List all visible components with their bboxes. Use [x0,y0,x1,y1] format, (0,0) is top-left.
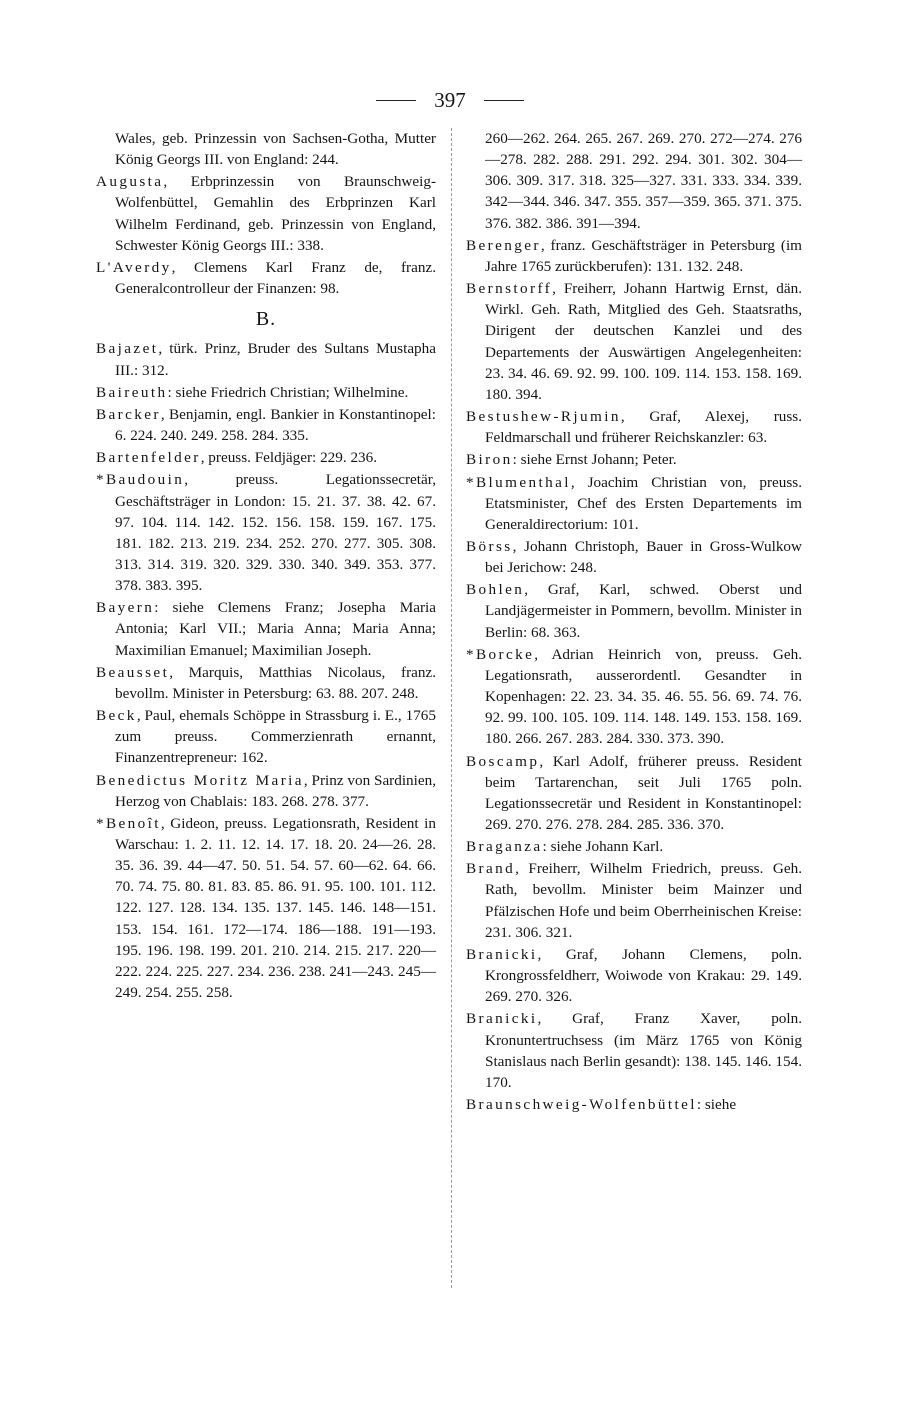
entry-text: , Graf, Franz Xaver, poln. Kronuntertruchsess (im März 1765 von König Stanislaus nach Berlin gesandt): 138. 145. 146. 154. 170. [485,1010,802,1091]
entry-headword: Branicki [466,1010,538,1028]
entry-headword: Brand [466,860,516,878]
entry-headword: *Baudouin [96,471,185,489]
entry-headword: L'Averdy [96,258,172,276]
entry-text: , Johann Christoph, Bauer in Gross-Wulkow bei Jerichow: 248. [485,537,802,577]
entry-text: , franz. Geschäftsträger in Petersburg (im Jahre 1765 zurückberufen): 131. 132. 248. [485,236,802,275]
index-entry [466,836,802,857]
entry-headword: Boscamp [466,752,540,770]
entry-headword: Börss [466,537,513,555]
index-entry [96,705,436,768]
entry-headword: *Blumenthal [466,473,571,491]
entry-text: , Joachim Christian von, preuss. Etatsminister, Chef des Ersten Departements im Generaldirectorium: 101. [485,473,802,533]
page-number: 397 [434,88,466,112]
entry-text: , Freiherr, Wilhelm Friedrich, preuss. Geh. Rath, bevollm. Minister beim Mainzer und Pfälzischen Hofe und beim Oberrheinischen Kreise: 231. 306. 321. [485,860,802,941]
entry-headword: Bestushew-Rjumin [466,408,621,426]
index-entry [466,235,802,277]
entry-headword: Bajazet [96,340,159,358]
index-entry [96,257,436,299]
index-entries-a [96,128,436,299]
entry-text: : siehe [696,1096,737,1114]
index-entry [466,406,802,448]
entry-headword: Bohlen [466,581,525,599]
index-entry [466,472,802,535]
entry-text: , preuss. Feldjäger: 229. 236. [200,449,378,467]
index-entry [466,278,802,405]
entry-headword: Bayern [96,599,155,617]
index-entry [466,751,802,836]
entry-headword: Barcker [96,405,161,423]
entry-text: , Clemens Karl Franz de, franz. Generalcontrolleur der Finanzen: 98. [115,258,436,298]
entry-text: , Marquis, Matthias Nicolaus, franz. bevollm. Minister in Petersburg: 63. 88. 207. 248. [115,663,436,702]
entry-text: , Graf, Alexej, russ. Feldmarschall und früherer Reichskanzler: 63. [485,408,802,447]
entry-headword: Bartenfelder [96,449,201,467]
index-entry [466,1094,802,1115]
entry-headword: Baireuth [96,383,168,401]
index-entry [96,469,436,596]
index-entry [96,447,436,468]
index-entry [466,858,802,943]
entry-text: : siehe Friedrich Christian; Wilhelmine. [167,383,409,401]
entry-text: , Graf, Karl, schwed. Oberst und Landjägermeister in Pommern, bevollm. Minister in Berlin: 68. 363. [485,581,802,641]
index-entry [96,338,436,380]
entry-headword: Biron [466,451,513,469]
header-rule-left [376,100,416,101]
index-entry [466,449,802,470]
entry-text: , Paul, ehemals Schöppe in Strassburg i. E., 1765 zum preuss. Commerzienrath ernannt, Finanzentrepreneur: 162. [115,707,436,767]
entry-text: 260—262. 264. 265. 267. 269. 270. 272—274. 276—278. 282. 288. 291. 292. 294. 301. 302. 304—306. 309. 317. 318. 325—327. 331. 333. 334. 339. 342—344. 346. 347. 355. 357—359. 365. 371. 375. 376. 382. 386. 391—394. [485,130,802,232]
entry-text: , Erbprinzessin von Braunschweig-Wolfenbüttel, Gemahlin des Erbprinzen Karl Wilhelm Ferdinand, geb. Prinzessin von England, Schwester König Georgs III.: 338. [115,173,436,254]
index-entry [96,662,436,704]
entry-text: , türk. Prinz, Bruder des Sultans Mustapha III.: 312. [115,340,436,379]
index-entry [96,128,436,170]
page-header [0,88,900,113]
section-letter: B. [255,308,277,331]
index-entry [466,536,802,578]
entry-text: : siehe Clemens Franz; Josepha Maria Antonia; Karl VII.; Maria Anna; Maria Anna; Maximilian Emanuel; Maximilian Joseph. [115,599,436,659]
index-entry [466,579,802,642]
index-entry [96,770,436,812]
entry-text: , Karl Adolf, früherer preuss. Resident beim Tartarenchan, seit Juli 1765 poln. Legationssecretär und Resident in Konstantinopel: 269. 270. 276. 278. 284. 285. 336. 370. [485,752,802,833]
entry-headword: Bernstorff [466,280,553,298]
index-entry [466,128,802,234]
index-entry [96,404,436,446]
entry-headword: Benedictus Moritz Maria [96,771,304,789]
entry-headword: Branicki [466,945,538,963]
entry-text: , Freiherr, Johann Hartwig Ernst, dän. Wirkl. Geh. Rath, Mitglied des Geh. Staatsraths, Dirigent der deutschen Kanzlei und des Departements der Auswärtigen Angelegenheiten: 23. 34. 46. 69. 92. 99. 100. 109. 114. 153. 158. 169. 180. 394. [485,280,802,403]
entry-text: , Graf, Johann Clemens, poln. Krongrossfeldherr, Woiwode von Krakau: 29. 149. 269. 270. 326. [485,945,802,1006]
entry-headword: Augusta [96,173,164,191]
entry-text: : siehe Johann Karl. [542,838,664,856]
index-entry [466,1008,802,1093]
index-entries-right [466,128,802,1115]
entry-headword: Braunschweig-Wolfenbüttel [466,1096,697,1114]
header-rule-right [484,100,524,101]
entry-text: , Benjamin, engl. Bankier in Konstantinopel: 6. 224. 240. 249. 258. 284. 335. [115,405,436,445]
entry-text: , Adrian Heinrich von, preuss. Geh. Legationsrath, ausserordentl. Gesandter in Kopenhagen: 22. 23. 34. 35. 46. 55. 56. 69. 74. 76. 92. 99. 100. 105. 109. 114. 148. 149. 153. 158. 169. 180. 266. 267. 283. 284. 330. 373. 390. [485,645,802,748]
entry-text: , Prinz von Sardinien, Herzog von Chablais: 183. 268. 278. 377. [115,771,436,810]
entry-headword: Beausset [96,663,170,681]
index-entry [466,944,802,1007]
index-entries-b [96,338,436,1003]
index-entry [96,171,436,256]
entry-text: Wales, geb. Prinzessin von Sachsen-Gotha, Mutter König Georgs III. von England: 244. [115,130,436,169]
entry-text: : siehe Ernst Johann; Peter. [512,451,677,469]
column-divider [451,128,452,1288]
index-entry [96,813,436,1003]
entry-headword: Braganza [466,838,543,856]
index-entry [96,382,436,403]
left-column [96,128,436,1004]
entry-headword: *Benoît [96,814,161,832]
entry-headword: Berenger [466,236,541,254]
entry-headword: *Borcke [466,645,535,663]
index-entry [96,597,436,660]
entry-text: , preuss. Legationssecretär, Geschäftsträger in London: 15. 21. 37. 38. 42. 67. 97. 104. 114. 142. 152. 156. 158. 159. 167. 175. 181. 182. 213. 219. 234. 252. 270. 277. 305. 308. 313. 314. 319. 320. 329. 330. 340. 349. 353. 377. 378. 383. 395. [115,471,436,595]
index-entry [466,644,802,750]
entry-headword: Beck [96,707,137,725]
right-column [466,128,802,1116]
entry-text: , Gideon, preuss. Legationsrath, Resident in Warschau: 1. 2. 11. 12. 14. 17. 18. 20. 24—26. 28. 35. 36. 39. 44—47. 50. 51. 54. 57. 60—62. 64. 66. 70. 74. 75. 80. 81. 83. 85. 86. 91. 95. 100. 101. 112. 122. 127. 128. 134. 135. 137. 145. 146. 148—151. 153. 154. 161. 172—174. 186—188. 191—193. 195. 196. 198. 199. 201. 210. 214. 215. 217. 220—222. 224. 225. 227. 234. 236. 238. 241—243. 245—249. 254. 255. 258. [115,814,436,1002]
